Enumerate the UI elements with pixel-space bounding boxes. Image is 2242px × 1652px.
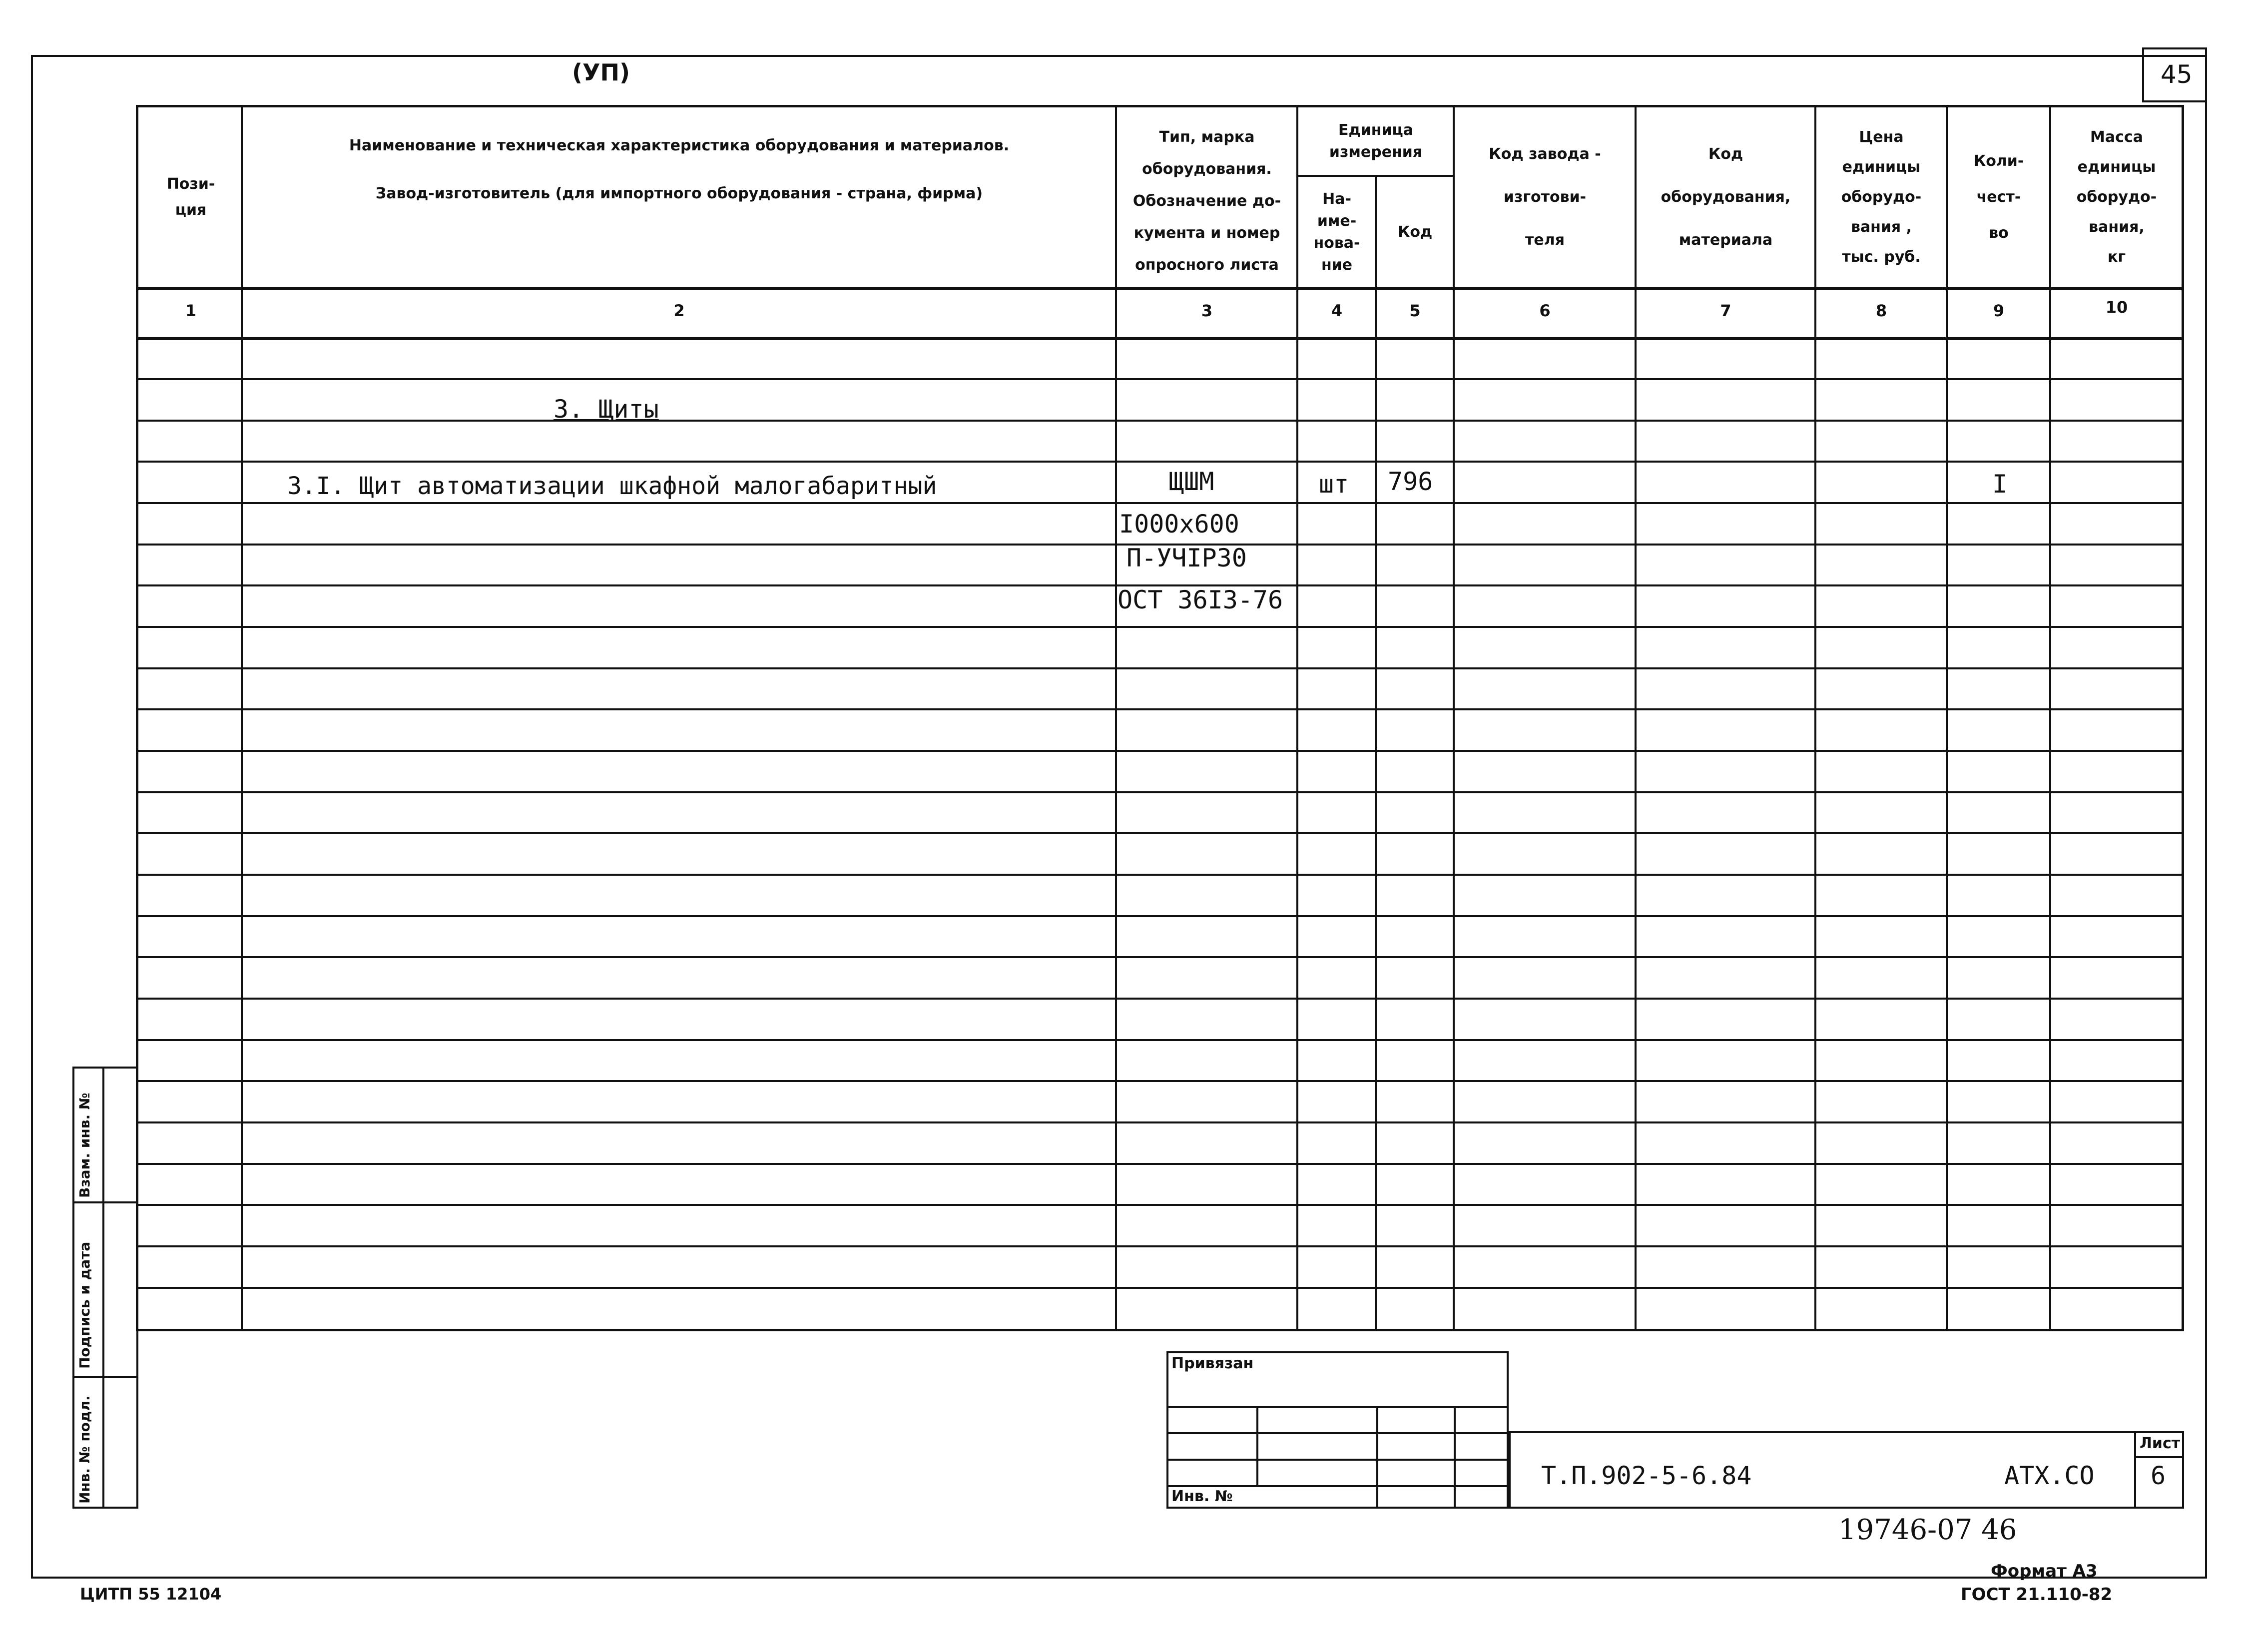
row-line bbox=[136, 378, 2184, 380]
row-line bbox=[136, 1163, 2184, 1165]
row-line bbox=[136, 1245, 2184, 1247]
row-line bbox=[136, 791, 2184, 793]
col-number-6: 6 bbox=[1539, 301, 1551, 320]
header-position: Пози- ция bbox=[166, 175, 215, 219]
header-unit-code: Код bbox=[1397, 223, 1433, 241]
attached-line-3 bbox=[1166, 1459, 1509, 1461]
side-stamp-line-2 bbox=[72, 1376, 137, 1378]
attached-col-3 bbox=[1454, 1406, 1456, 1509]
col-number-2: 2 bbox=[673, 301, 685, 320]
sheet-divider bbox=[2134, 1431, 2136, 1509]
item-name: 3.I. Щит автоматизации шкафной малогабаритный bbox=[287, 472, 937, 500]
designation: Т.П.902-5-6.84 bbox=[1541, 1461, 1752, 1490]
row-line bbox=[136, 708, 2184, 710]
row-line bbox=[136, 832, 2184, 834]
sheet-label-line bbox=[2134, 1456, 2184, 1458]
row-line bbox=[136, 915, 2184, 917]
item-type-line-2: I000х600 bbox=[1119, 510, 1239, 539]
unit-group-line bbox=[1296, 175, 1453, 177]
format-label: Формат А3 bbox=[1991, 1561, 2098, 1581]
col-sep-4 bbox=[1375, 175, 1377, 1331]
item-type-line-1: ЩШМ bbox=[1169, 467, 1214, 496]
number-row-line bbox=[136, 337, 2184, 340]
handwritten-number: 19746-07 46 bbox=[1838, 1514, 2017, 1546]
row-line bbox=[136, 998, 2184, 1000]
row-line bbox=[136, 956, 2184, 958]
row-line bbox=[136, 420, 2184, 422]
attached-col-1 bbox=[1256, 1406, 1258, 1485]
header-type: Тип, марка оборудования. Обозначение до- кумента и номер опросного листа bbox=[1132, 128, 1281, 274]
item-unit-code: 796 bbox=[1388, 467, 1433, 496]
item-unit: шт bbox=[1319, 470, 1349, 499]
row-line bbox=[136, 461, 2184, 463]
col-number-4: 4 bbox=[1331, 301, 1343, 320]
row-line bbox=[136, 874, 2184, 876]
header-unit-name: На- име- нова- ние bbox=[1313, 190, 1360, 274]
side-stamp-divider bbox=[102, 1067, 104, 1509]
row-line bbox=[136, 1080, 2184, 1082]
col-number-8: 8 bbox=[1875, 301, 1887, 320]
row-line bbox=[136, 1204, 2184, 1206]
item-type-line-3: П-УЧIР30 bbox=[1126, 544, 1247, 572]
row-line bbox=[136, 750, 2184, 752]
header-bottom-line bbox=[136, 287, 2184, 290]
header-name: Наименование и техническая характеристика оборудования и материалов. Завод-изготовитель (для импортного оборудования - страна, фирма) bbox=[349, 137, 1010, 202]
row-line bbox=[136, 626, 2184, 628]
header-unit-group: Единица измерения bbox=[1329, 121, 1423, 161]
header-price: Цена единицы оборудо- вания , тыс. руб. bbox=[1841, 128, 1922, 266]
row-line bbox=[136, 667, 2184, 669]
attached-line-4 bbox=[1166, 1485, 1509, 1487]
attached-label: Привязан bbox=[1171, 1355, 1254, 1372]
title-code: АТХ.СО bbox=[2004, 1461, 2095, 1490]
document-code: (УП) bbox=[572, 59, 630, 86]
sheet-label: Лист bbox=[2140, 1435, 2181, 1452]
col-number-9: 9 bbox=[1993, 301, 2005, 320]
col-number-5: 5 bbox=[1409, 301, 1421, 320]
col-number-3: 3 bbox=[1201, 301, 1213, 320]
side-stamp-line-1 bbox=[72, 1201, 137, 1203]
attached-col-2 bbox=[1376, 1406, 1378, 1509]
header-factory-code: Код завода - изготови- теля bbox=[1489, 145, 1601, 249]
col-number-7: 7 bbox=[1720, 301, 1731, 320]
header-mass: Масса единицы оборудо- вания, кг bbox=[2076, 128, 2157, 266]
row-line bbox=[136, 1287, 2184, 1289]
col-number-10: 10 bbox=[2105, 298, 2128, 317]
sheet-number: 6 bbox=[2151, 1461, 2166, 1490]
page-number: 45 bbox=[2161, 60, 2193, 89]
row-line bbox=[136, 502, 2184, 504]
header-quantity: Коли- чест- во bbox=[1973, 152, 2024, 242]
gost-label: ГОСТ 21.110-82 bbox=[1961, 1585, 2113, 1605]
stamp-label: ЦИТП 55 12104 bbox=[80, 1585, 222, 1604]
side-label-replaced: Взам. инв. № bbox=[76, 1093, 93, 1198]
inv-label: Инв. № bbox=[1171, 1488, 1233, 1505]
header-equipment-code: Код оборудования, материала bbox=[1661, 145, 1791, 249]
section-title: 3. Щиты bbox=[554, 395, 659, 424]
side-label-signature: Подпись и дата bbox=[76, 1241, 93, 1369]
row-line bbox=[136, 1039, 2184, 1041]
item-type-line-4: ОСТ 36I3-76 bbox=[1118, 585, 1283, 614]
item-quantity: I bbox=[1992, 470, 2008, 499]
row-line bbox=[136, 1121, 2184, 1123]
attached-line-2 bbox=[1166, 1432, 1509, 1434]
side-label-original: Инв. № подл. bbox=[76, 1395, 93, 1504]
attached-line-1 bbox=[1166, 1406, 1509, 1408]
col-number-1: 1 bbox=[185, 301, 197, 320]
